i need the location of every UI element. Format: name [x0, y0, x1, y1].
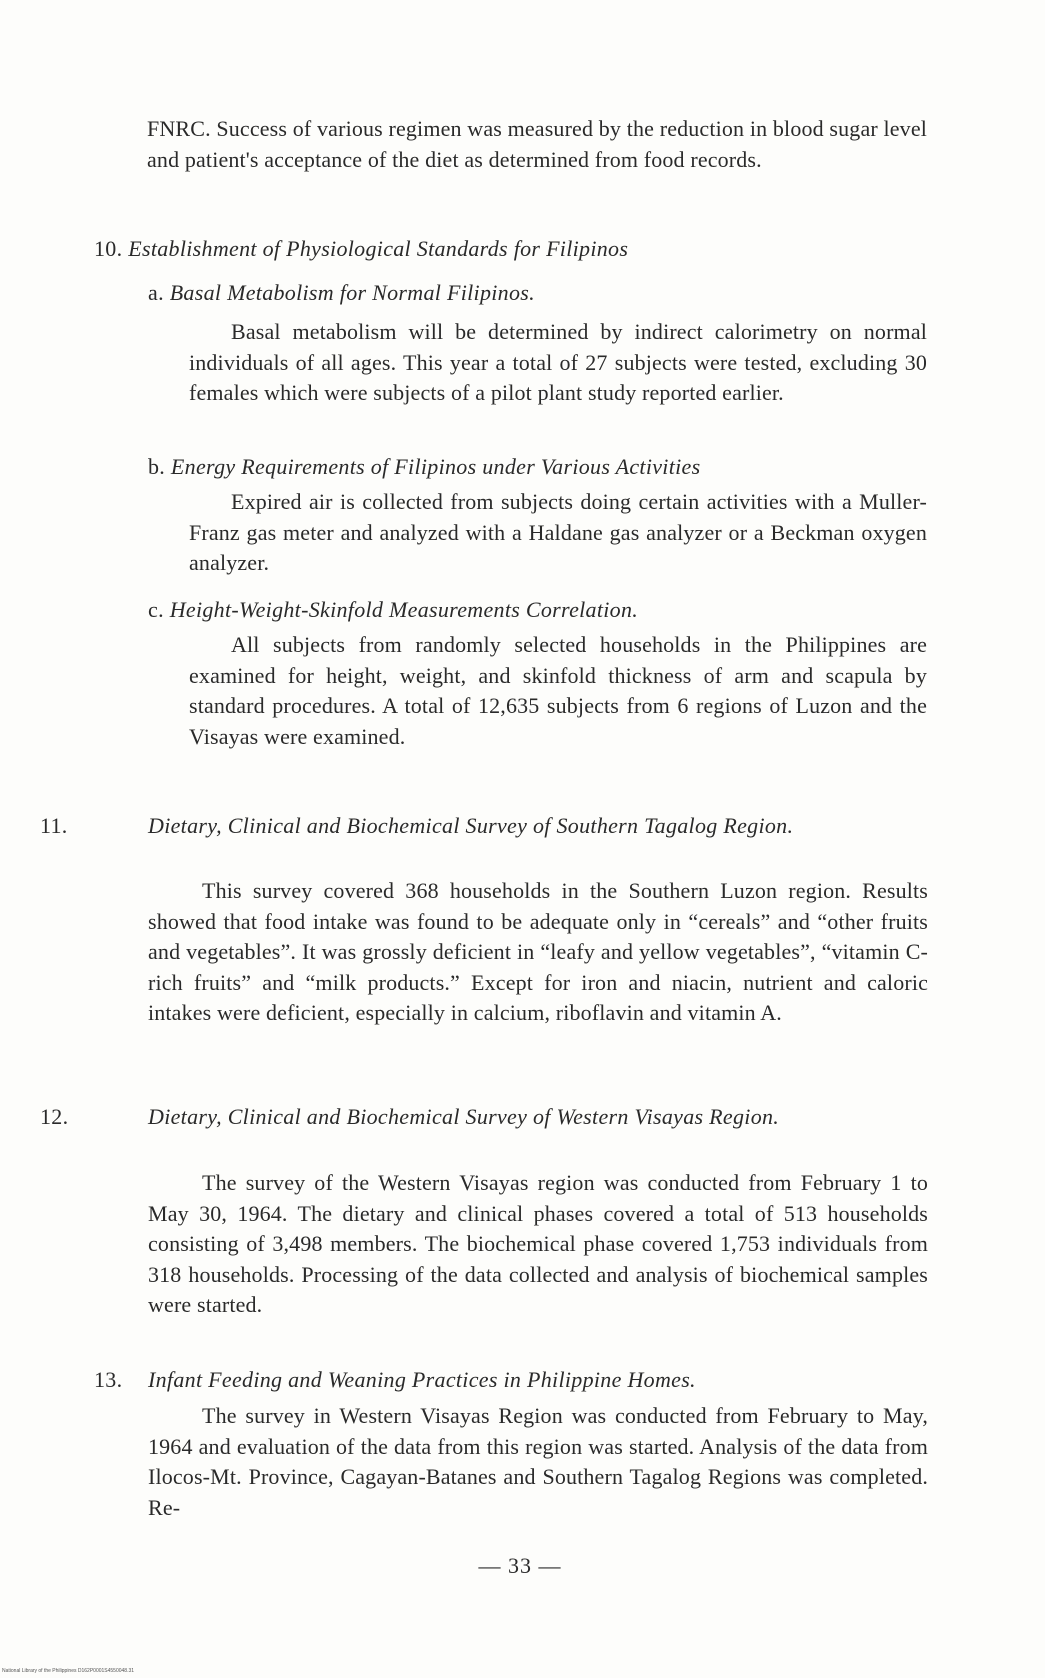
footer-credit: National Library of the Philippines D162P0001S4550048.31 [2, 1668, 135, 1674]
section-13-number: 13. [94, 1367, 123, 1392]
subsection-10a-title: Basal Metabolism for Normal Filipinos. [169, 280, 535, 305]
subsection-10b-body: Expired air is collected from subjects doing certain activities with a Muller-Franz gas meter and analyzed with a Haldane gas analyzer or a Beckman oxygen analyzer. [189, 489, 927, 575]
section-13-body: The survey in Western Visayas Region was conducted from February to May, 1964 and evaluation of the data from this region was started. Analysis of the data from Ilocos-Mt. Province, Cagayan-Batanes and Southern Tagalog Regions was completed. Re- [148, 1403, 928, 1520]
section-10-title: Establishment of Physiological Standards for Filipinos [128, 236, 629, 261]
section-10-heading [94, 234, 628, 265]
subsection-10b-heading [148, 452, 700, 483]
section-12-heading [40, 1102, 983, 1133]
subsection-10b-letter: b. [148, 454, 166, 479]
section-11-title: Dietary, Clinical and Biochemical Survey of Southern Tagalog Region. [148, 813, 794, 838]
page-number: — 33 — [478, 1553, 562, 1578]
section-13-title: Infant Feeding and Weaning Practices in Philippine Homes. [148, 1367, 696, 1392]
subsection-10a-heading [148, 278, 535, 309]
section-12-title: Dietary, Clinical and Biochemical Survey of Western Visayas Region. [148, 1104, 780, 1129]
section-11-number: 11. [40, 813, 68, 838]
subsection-10c-letter: c. [148, 597, 164, 622]
section-12-number: 12. [40, 1104, 69, 1129]
subsection-10a-body: Basal metabolism will be determined by indirect calorimetry on normal individuals of all ages. This year a total of 27 subjects were tested, excluding 30 females which were subjects of a pilot plant study reported earlier. [189, 319, 927, 405]
subsection-10a-letter: a. [148, 280, 164, 305]
section-12-body: The survey of the Western Visayas region was conducted from February 1 to May 30, 1964. The dietary and clinical phases covered a total of 513 households consisting of 3,498 members. The biochemical phase covered 1,753 individuals from 318 households. Processing of the data collected and analysis of biochemical samples were started. [148, 1170, 928, 1317]
section-11-heading [40, 811, 983, 842]
subsection-10c-heading [148, 595, 638, 626]
subsection-10c-body: All subjects from randomly selected households in the Philippines are examined for height, weight, and skinfold thickness of arm and scapula by standard procedures. A total of 12,635 subjects from 6 regions of Luzon and the Visayas were examined. [189, 632, 927, 749]
section-11-body: This survey covered 368 households in the Southern Luzon region. Results showed that food intake was found to be adequate only in “cereals” and “other fruits and vegetables”. It was grossly deficient in “leafy and yellow vegetables”, “vitamin C-rich fruits” and “milk products.” Except for iron and niacin, nutrient and caloric intakes were deficient, especially in calcium, riboflavin and vitamin A. [148, 878, 928, 1025]
section-10-number: 10. [94, 236, 123, 261]
intro-paragraph: FNRC. Success of various regimen was measured by the reduction in blood sugar level and patient's acceptance of the diet as determined from food records. [147, 116, 927, 172]
subsection-10c-title: Height-Weight-Skinfold Measurements Correlation. [169, 597, 639, 622]
subsection-10b-title: Energy Requirements of Filipinos under Various Activities [170, 454, 701, 479]
section-13-heading [94, 1365, 696, 1396]
